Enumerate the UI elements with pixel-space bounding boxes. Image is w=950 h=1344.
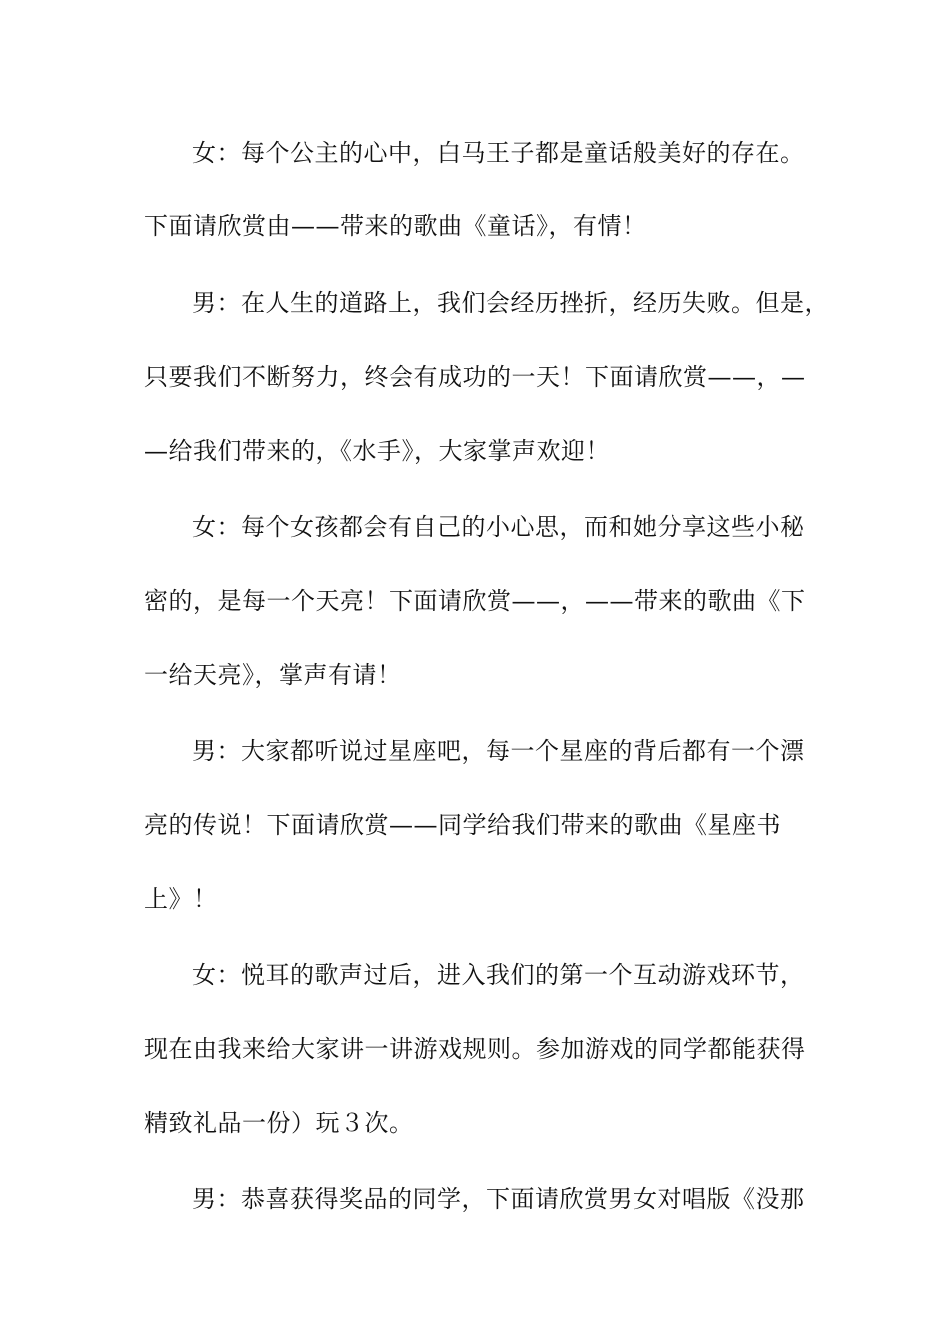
paragraph-line: 上》！: [144, 885, 218, 913]
paragraph-line: 男：大家都听说过星座吧，每一个星座的背后都有一个漂: [192, 737, 805, 765]
paragraph-line: 只要我们不断努力，终会有成功的一天！下面请欣赏——，—: [144, 363, 806, 391]
paragraph-line: 男：在人生的道路上，我们会经历挫折，经历失败。但是，: [192, 289, 829, 317]
paragraph-line: 男：恭喜获得奖品的同学，下面请欣赏男女对唱版《没那: [192, 1185, 805, 1213]
paragraph-line: 亮的传说！下面请欣赏——同学给我们带来的歌曲《星座书: [144, 811, 781, 839]
paragraph-line: 女：每个女孩都会有自己的小心思，而和她分享这些小秘: [192, 513, 805, 541]
paragraph-line: 一给天亮》，掌声有请！: [144, 661, 402, 689]
paragraph-line: 女：悦耳的歌声过后，进入我们的第一个互动游戏环节，: [192, 961, 805, 989]
paragraph-line: 女：每个公主的心中，白马王子都是童话般美好的存在。: [192, 139, 805, 167]
paragraph-line: 精致礼品一份）玩３次。: [144, 1109, 414, 1137]
paragraph-line: 密的，是每一个天亮！下面请欣赏——，——带来的歌曲《下: [144, 587, 806, 615]
paragraph-line: 下面请欣赏由——带来的歌曲《童话》，有情！: [144, 212, 647, 240]
paragraph-line: 现在由我来给大家讲一讲游戏规则。参加游戏的同学都能获得: [144, 1035, 806, 1063]
paragraph-line: —给我们带来的，《水手》，大家掌声欢迎！: [144, 437, 610, 465]
